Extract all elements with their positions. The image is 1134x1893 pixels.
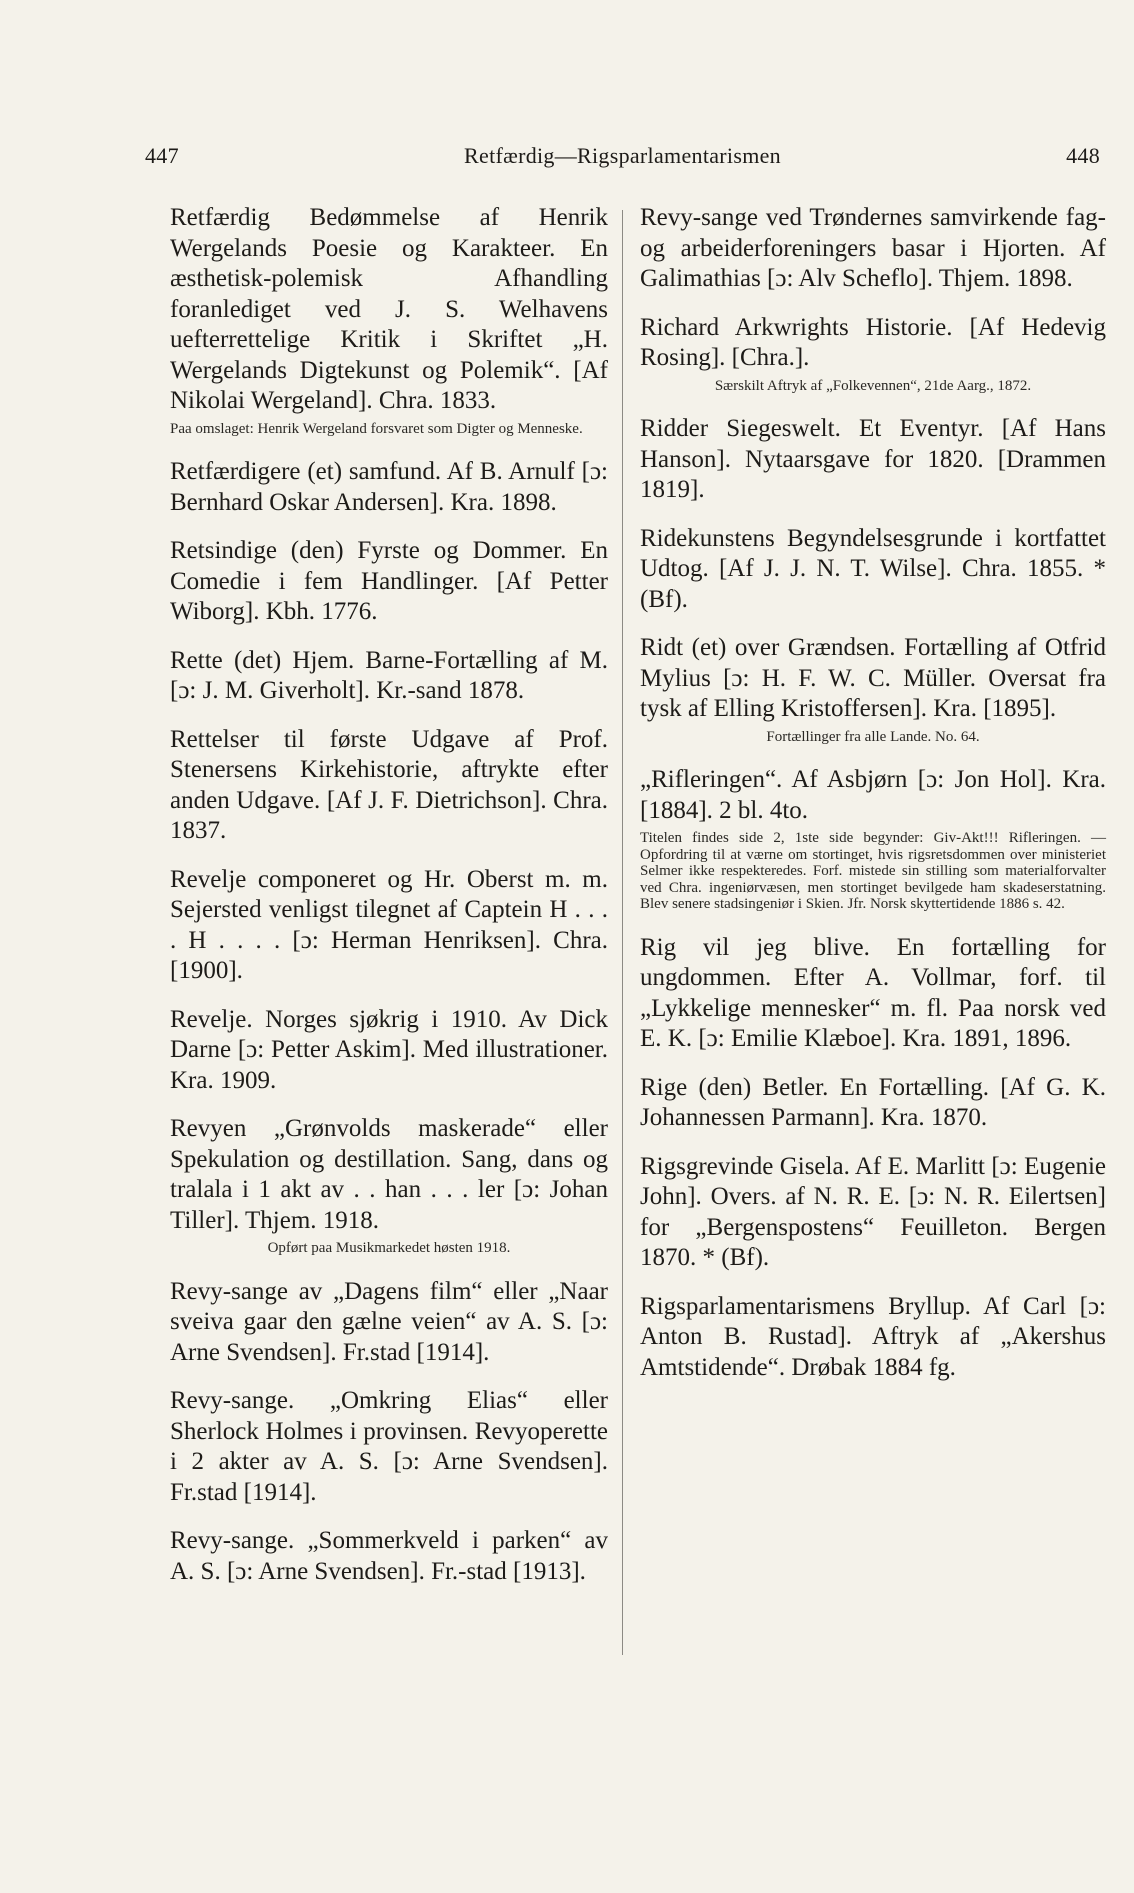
catalog-entry: Rigsgrevinde Gisela. Af E. Marlitt [ɔ: Eugenie John]. Overs. af N. R. E. [ɔ: N. R. Eilertsen] for „Bergenspostens“ Feuilleton. Bergen 1870. * (Bf). [640,1152,1106,1271]
catalog-entry: Ridder Siegeswelt. Et Eventyr. [Af Hans Hanson]. Nytaarsgave for 1820. [Drammen 1819]. [640,415,1106,503]
catalog-entry: Revy-sange ved Trøndernes samvirkende fag- og arbeiderforeningers basar i Hjorten. Af Galimathias [ɔ: Alv Scheflo]. Thjem. 1898. [640,204,1106,292]
catalog-entry: Richard Arkwrights Historie. [Af Hedevig Rosing]. [Chra.]. [640,313,1106,371]
catalog-note: Paa omslaget: Henrik Wergeland forsvaret som Digter og Menneske. [170,420,583,437]
column-divider [622,210,623,1655]
catalog-note: Opført paa Musikmarkedet høsten 1918. [267,1240,511,1256]
catalog-entry: Retsindige (den) Fyrste og Dommer. En Comedie i fem Handlinger. [Af Petter Wiborg]. Kbh. 1776. [170,537,608,625]
catalog-entry: Rig vil jeg blive. En fortælling for ungdommen. Efter A. Vollmar, forf. til „Lykkelige mennesker“ m. fl. Paa norsk ved E. K. [ɔ: Emilie Klæboe]. Kra. 1891, 1896. [640,933,1106,1052]
catalog-note: Titelen findes side 2, 1ste side begynder: Giv-Akt!!! Rifleringen. — Opfordring til at værne om stortinget, hvis rigsretsdommen over ministeriet Selmer ikke respekteredes. Forf. mistede sin stilling som materialforvalter ved Chra. ingeniørvæsen, men stortinget bevilgede ham skadeserstatning. Blev senere stadsingeniør i Skien. Jfr. Norsk skyttertidende 1886 s. 42. [640,830,1106,912]
catalog-entry: Ridt (et) over Grændsen. Fortælling af Otfrid Mylius [ɔ: H. F. W. C. Müller. Oversat fra tysk af Elling Kristoffersen]. Kra. [1895]. [640,634,1106,722]
catalog-entry: Revy-sange. „Omkring Elias“ eller Sherlock Holmes i provinsen. Revyoperette i 2 akter av A. S. [ɔ: Arne Svendsen]. Fr.stad [1914]. [170,1387,608,1506]
catalog-note: Fortællinger fra alle Lande. No. 64. [766,728,980,745]
running-title: Retfærdig—Rigsparlamentarismen [464,143,781,168]
catalog-entry: Revy-sange. „Sommerkveld i parken“ av A. S. [ɔ: Arne Svendsen]. Fr.-stad [1913]. [170,1527,608,1585]
catalog-entry: Revelje componeret og Hr. Oberst m. m. Sejersted venligst tilegnet af Captein H . . . . H . . . . [ɔ: Herman Henriksen]. Chra. [1900]. [170,865,608,984]
catalog-entry: Retfærdigere (et) samfund. Af B. Arnulf [ɔ: Bernhard Oskar Andersen]. Kra. 1898. [170,458,608,516]
catalog-entry: Ridekunstens Begyndelsesgrunde i kortfattet Udtog. [Af J. J. N. T. Wilse]. Chra. 1855. * (Bf). [640,524,1106,613]
catalog-entry: Revy-sange av „Dagens film“ eller „Naar sveiva gaar den gælne veien“ av A. S. [ɔ: Arne Svendsen]. Fr.stad [1914]. [170,1277,608,1366]
catalog-entry: Rette (det) Hjem. Barne-Fortælling af M. [ɔ: J. M. Giverholt]. Kr.-sand 1878. [170,646,608,704]
catalog-entry: Retfærdig Bedømmelse af Henrik Wergelands Poesie og Karakteer. En æsthetisk-polemisk Afhandling foranlediget ved J. S. Welhavens uefterrettelige Kritik i Skriftet „H. Wergelands Digtekunst og Polemik“. [Af Nikolai Wergeland]. Chra. 1833. [170,204,608,414]
catalog-entry: Rigsparlamentarismens Bryllup. Af Carl [ɔ: Anton B. Rustad]. Aftryk af „Akershus Amtstidende“. Drøbak 1884 fg. [640,1292,1106,1381]
catalog-entry: „Rifleringen“. Af Asbjørn [ɔ: Jon Hol]. Kra. [1884]. 2 bl. 4to. [640,766,1106,824]
left-column [170,203,608,1605]
catalog-entry: Revelje. Norges sjøkrig i 1910. Av Dick Darne [ɔ: Petter Askim]. Med illustrationer. Kra. 1909. [170,1005,608,1094]
catalog-entry: Rettelser til første Udgave af Prof. Stenersens Kirkehistorie, aftrykte efter anden Udgave. [Af J. F. Dietrichson]. Chra. 1837. [170,725,608,844]
page-number-right: 448 [1066,143,1100,168]
right-column [640,203,1106,1401]
catalog-entry: Revyen „Grønvolds maskerade“ eller Spekulation og destillation. Sang, dans og tralala i 1 akt av . . han . . . ler [ɔ: Johan Tiller]. Thjem. 1918. [170,1115,608,1234]
running-head [145,143,1100,173]
page-number-left: 447 [145,143,179,168]
catalog-entry: Rige (den) Betler. En Fortælling. [Af G. K. Johannessen Parmann]. Kra. 1870. [640,1073,1106,1131]
catalog-note: Særskilt Aftryk af „Folkevennen“, 21de Aarg., 1872. [714,377,1032,394]
